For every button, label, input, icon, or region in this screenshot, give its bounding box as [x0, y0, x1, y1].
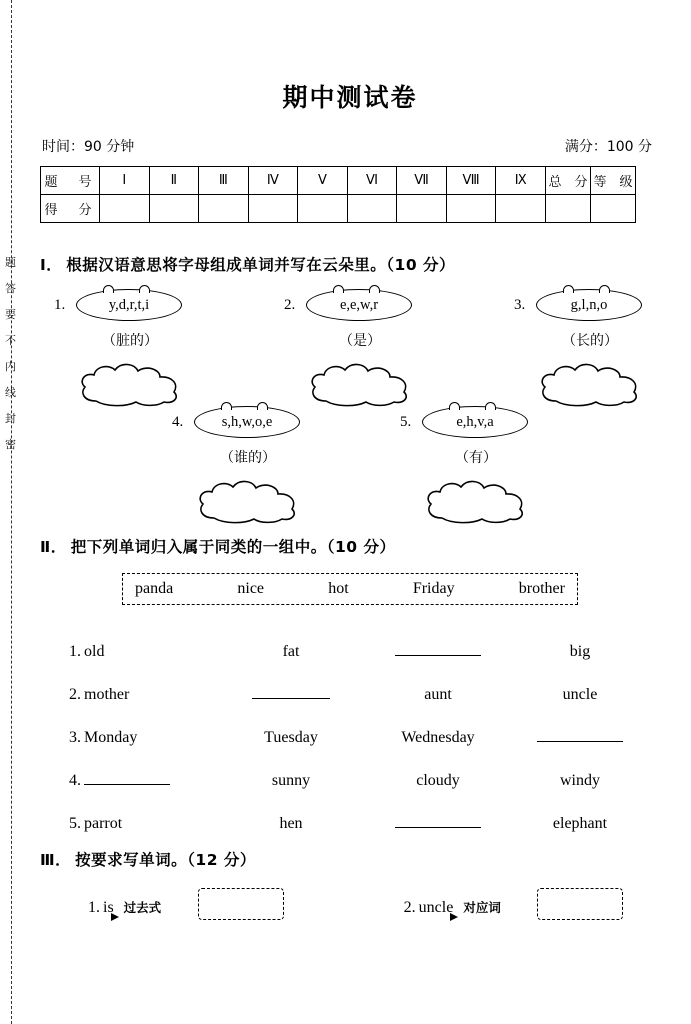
score-cell[interactable]: [248, 195, 298, 223]
arrow-icon: [118, 900, 194, 920]
answer-cloud-2[interactable]: [306, 361, 414, 407]
chinese-hint-2: （是）: [339, 333, 381, 349]
binding-char: 答: [5, 282, 17, 295]
page-title: 期中测试卷: [282, 83, 418, 112]
table-row: [68, 750, 646, 793]
classify-cell: [68, 707, 220, 750]
chinese-hint-3: （长的）: [562, 333, 618, 349]
score-table-row-label: 题 号: [41, 167, 100, 195]
transform-item-2: [404, 888, 624, 920]
cloud-bump-icon: [333, 285, 344, 293]
binding-char: 线: [5, 386, 17, 399]
classify-cell: [68, 664, 220, 707]
table-row: [68, 793, 646, 836]
binding-char: 封: [5, 412, 17, 425]
scrambled-letters-3: [536, 289, 642, 321]
classify-table: [68, 621, 646, 836]
cloud-bump-icon: [221, 402, 232, 410]
item-number: 1.: [54, 297, 66, 313]
score-col-9: Ⅸ: [496, 167, 546, 195]
classify-cell: aunt: [424, 686, 452, 703]
score-cell[interactable]: [397, 195, 447, 223]
section-2-heading: [40, 535, 660, 557]
classify-cell: [68, 793, 220, 836]
arrow-icon: [457, 900, 533, 920]
answer-blank[interactable]: [537, 727, 623, 742]
section-3-roman: Ⅲ．: [40, 851, 72, 869]
item-number: 3.: [514, 297, 526, 313]
classify-cell: sunny: [271, 772, 311, 789]
answer-cloud-1[interactable]: [76, 361, 184, 407]
binding-char: 内: [5, 360, 17, 373]
score-col-6: Ⅵ: [347, 167, 397, 195]
classify-cell-blank[interactable]: [362, 793, 514, 836]
cloud-bump-icon: [257, 402, 268, 410]
item-number: 5.: [69, 815, 81, 832]
binding-vertical-text: [2, 250, 20, 458]
binding-char: 不: [5, 334, 17, 347]
classify-cell-blank[interactable]: [514, 707, 646, 750]
word-item-2: [284, 289, 414, 407]
item-number: 1.: [88, 899, 100, 916]
word-bank: [122, 573, 578, 605]
cloud-bump-icon: [485, 402, 496, 410]
classify-cell: cloudy: [416, 772, 460, 789]
classify-cell: Tuesday: [264, 729, 318, 746]
cloud-bump-icon: [449, 402, 460, 410]
answer-blank[interactable]: [252, 684, 330, 699]
binding-dashed-line: [11, 0, 12, 1024]
chinese-hint-1: （脏的）: [102, 333, 158, 349]
score-col-7: Ⅶ: [397, 167, 447, 195]
score-cell[interactable]: [149, 195, 199, 223]
word-item-1: [54, 289, 184, 407]
score-col-4: Ⅳ: [248, 167, 298, 195]
word-bank-word[interactable]: brother: [518, 580, 565, 597]
score-cell[interactable]: [298, 195, 348, 223]
item-number: 2.: [403, 899, 416, 916]
answer-box[interactable]: [537, 888, 623, 920]
classify-cell-blank[interactable]: [220, 664, 362, 707]
item-number: 4.: [172, 414, 184, 430]
item-number: 1.: [69, 643, 81, 660]
section-1-heading: [40, 253, 660, 275]
cloud-bump-icon: [563, 285, 574, 293]
letters-text: e,e,w,r: [339, 297, 379, 313]
page-content: [40, 0, 660, 920]
chinese-hint-4: （谁的）: [220, 450, 276, 466]
classify-cell: elephant: [552, 815, 608, 832]
word-bank-word[interactable]: panda: [135, 580, 174, 597]
cloud-bump-icon: [599, 285, 610, 293]
score-col-8: Ⅷ: [446, 167, 496, 195]
score-cell[interactable]: [347, 195, 397, 223]
classify-cell: big: [569, 643, 591, 660]
source-word: uncle: [418, 899, 454, 916]
binding-char: 要: [5, 308, 17, 321]
section-2-points: （10 分）: [326, 538, 396, 556]
item-number: 2.: [69, 686, 81, 703]
cloud-bump-icon: [139, 285, 150, 293]
word: Monday: [84, 729, 138, 746]
exam-meta: [40, 136, 660, 156]
table-row: [68, 621, 646, 664]
score-table: [40, 166, 636, 223]
transform-item-1: [88, 888, 284, 920]
word-item-5: [400, 406, 530, 524]
full-score-label: 满分：100 分: [564, 139, 652, 155]
score-col-grade: 等 级: [591, 167, 636, 195]
letters-text: y,d,r,t,i: [108, 297, 150, 313]
classify-cell: uncle: [562, 686, 598, 703]
word-item-3: [514, 289, 644, 407]
time-limit-label: 时间：90 分钟: [42, 139, 135, 155]
word-bank-word[interactable]: nice: [237, 580, 265, 597]
section-2-roman: Ⅱ．: [40, 538, 67, 556]
classify-cell-blank[interactable]: [362, 621, 514, 664]
section-3-points: （12 分）: [187, 851, 256, 869]
word: mother: [84, 686, 130, 703]
section-1-items: [40, 289, 660, 519]
score-table-row-label: 得 分: [41, 195, 100, 223]
answer-blank[interactable]: [395, 641, 481, 656]
score-table-value-row: [41, 195, 636, 223]
section-3-items: [88, 888, 660, 920]
classify-cell: windy: [560, 772, 600, 789]
score-cell-grade[interactable]: [591, 195, 636, 223]
chinese-hint-5: （有）: [455, 450, 497, 466]
answer-cloud-5[interactable]: [422, 478, 530, 524]
score-col-total: 总 分: [546, 167, 591, 195]
answer-cloud-4[interactable]: [194, 478, 302, 524]
item-number: 5.: [400, 414, 412, 430]
arrow-label: 对应词: [463, 900, 501, 915]
word: parrot: [84, 815, 123, 832]
word: old: [84, 643, 105, 660]
section-3-heading: [40, 848, 660, 870]
item-number: 2.: [284, 297, 296, 313]
table-row: [68, 707, 646, 750]
answer-blank[interactable]: [84, 770, 170, 785]
answer-cloud-3[interactable]: [536, 361, 644, 407]
item-number: 4.: [69, 772, 81, 789]
scrambled-letters-1: [76, 289, 182, 321]
score-table-header-row: [41, 167, 636, 195]
word-bank-word[interactable]: Friday: [412, 580, 455, 597]
classify-cell: Wednesday: [401, 729, 475, 746]
scrambled-letters-4: [194, 406, 300, 438]
scrambled-letters-2: [306, 289, 412, 321]
score-col-2: Ⅱ: [149, 167, 199, 195]
score-col-3: Ⅲ: [199, 167, 249, 195]
score-cell[interactable]: [496, 195, 546, 223]
scrambled-letters-5: [422, 406, 528, 438]
letters-text: s,h,w,o,e: [221, 414, 273, 430]
section-2-title: 把下列单词归入属于同类的一组中。: [70, 538, 327, 556]
score-cell-total[interactable]: [546, 195, 591, 223]
score-col-1: Ⅰ: [100, 167, 150, 195]
section-1-roman: Ⅰ．: [40, 256, 63, 274]
section-1-points: （10 分）: [386, 256, 456, 274]
classify-cell: hen: [279, 815, 303, 832]
item-number: 3.: [69, 729, 81, 746]
score-cell[interactable]: [446, 195, 496, 223]
binding-char: 题: [5, 256, 17, 269]
cloud-bump-icon: [369, 285, 380, 293]
section-3-title: 按要求写单词。: [75, 851, 188, 869]
letters-text: e,h,v,a: [456, 414, 494, 430]
classify-cell: fat: [282, 643, 300, 660]
letters-text: g,l,n,o: [570, 297, 608, 313]
answer-box[interactable]: [198, 888, 284, 920]
classify-cell: [68, 621, 220, 664]
binding-char: 密: [5, 438, 17, 451]
cloud-bump-icon: [103, 285, 114, 293]
section-1-title: 根据汉语意思将字母组成单词并写在云朵里。: [66, 256, 387, 274]
word-bank-word[interactable]: hot: [328, 580, 349, 597]
word-item-4: [172, 406, 302, 524]
answer-blank[interactable]: [395, 813, 481, 828]
arrow-label: 过去式: [123, 900, 162, 915]
classify-cell-blank[interactable]: [68, 750, 220, 793]
score-cell[interactable]: [199, 195, 249, 223]
source-word: is: [103, 899, 114, 916]
table-row: [68, 664, 646, 707]
score-cell[interactable]: [100, 195, 150, 223]
score-col-5: Ⅴ: [298, 167, 348, 195]
